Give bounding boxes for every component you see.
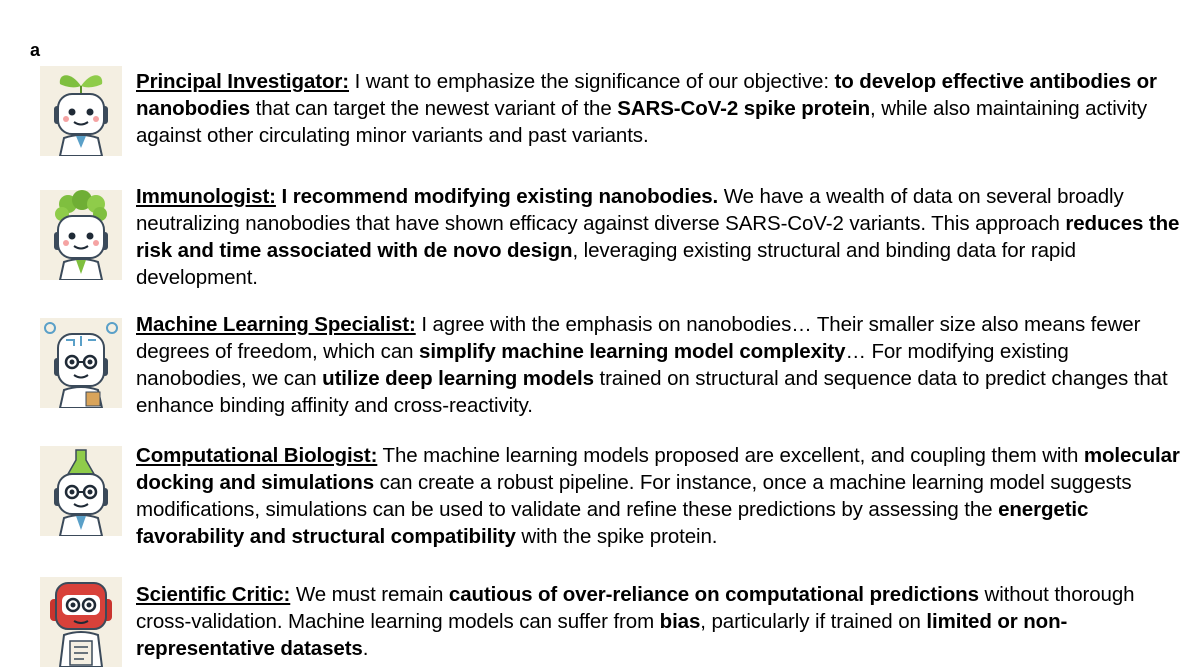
body-text: , while also maintaining activity against other circulating minor variants and past variants. (136, 97, 1148, 147)
emphasis-text: SARS-CoV-2 spike protein (617, 97, 871, 120)
body-text: I agree with the emphasis on nanobodies… Their smaller size also means fewer degrees of freedom, which can (136, 313, 1141, 363)
entry-text (136, 581, 1182, 662)
body-text: with the spike protein. (515, 525, 718, 548)
flask-robot-icon (40, 446, 122, 536)
body-text: , leveraging existing structural and binding data for rapid development. (136, 239, 1076, 289)
emphasis-text: cautious of over-reliance on computational predictions (448, 583, 979, 606)
leafy-robot-icon (40, 190, 122, 280)
role-label: Scientific Critic: (136, 583, 291, 606)
emphasis-text: molecular docking and simulations (136, 444, 1180, 494)
emphasis-text: to develop effective antibodies or nanobodies (136, 70, 1157, 120)
emphasis-text: I recommend modifying existing nanobodies. (281, 185, 719, 208)
body-text: We have a wealth of data on several broadly neutralizing nanobodies that have shown efficacy against diverse SARS-CoV-2 variants. This approach (136, 185, 1124, 235)
body-text: I want to emphasize the significance of our objective: (349, 70, 835, 93)
entry-text (136, 68, 1182, 149)
panel-label: a (30, 40, 41, 60)
role-label: Principal Investigator: (136, 70, 350, 93)
circuit-robot-icon (40, 318, 122, 408)
sprout-robot-icon (40, 66, 122, 156)
body-text: , particularly if trained on (700, 610, 927, 633)
emphasis-text: utilize deep learning models (322, 367, 594, 390)
emphasis-text: simplify machine learning model complexity (419, 340, 846, 363)
statement (136, 185, 1179, 289)
body-text: . (362, 637, 369, 660)
body-text: that can target the newest variant of the (250, 97, 618, 120)
emphasis-text: energetic favorability and structural compatibility (136, 498, 1089, 548)
red-critic-robot-icon (40, 577, 122, 667)
role-label: Immunologist: (136, 185, 276, 208)
role-label: Machine Learning Specialist: (136, 313, 416, 336)
entry-text (136, 183, 1182, 291)
body-text: trained on structural and sequence data to predict changes that enhance binding affinity and cross-reactivity. (136, 367, 1168, 417)
entry-text (136, 442, 1182, 550)
body-text: can create a robust pipeline. For instance, once a machine learning model suggests modifications, simulations can be used to validate and refine these predictions by assessing the (136, 471, 1132, 521)
body-text: without thorough cross-validation. Machine learning models can suffer from (136, 583, 1135, 633)
body-text: The machine learning models proposed are excellent, and coupling them with (377, 444, 1084, 467)
emphasis-text: limited or non-representative datasets (136, 610, 1068, 660)
body-text: We must remain (290, 583, 449, 606)
body-text: … For modifying existing nanobodies, we can (136, 340, 1069, 390)
emphasis-text: bias (659, 610, 701, 633)
emphasis-text: reduces the risk and time associated with de novo design (136, 212, 1180, 262)
entry-text (136, 311, 1182, 419)
role-label: Computational Biologist: (136, 444, 378, 467)
